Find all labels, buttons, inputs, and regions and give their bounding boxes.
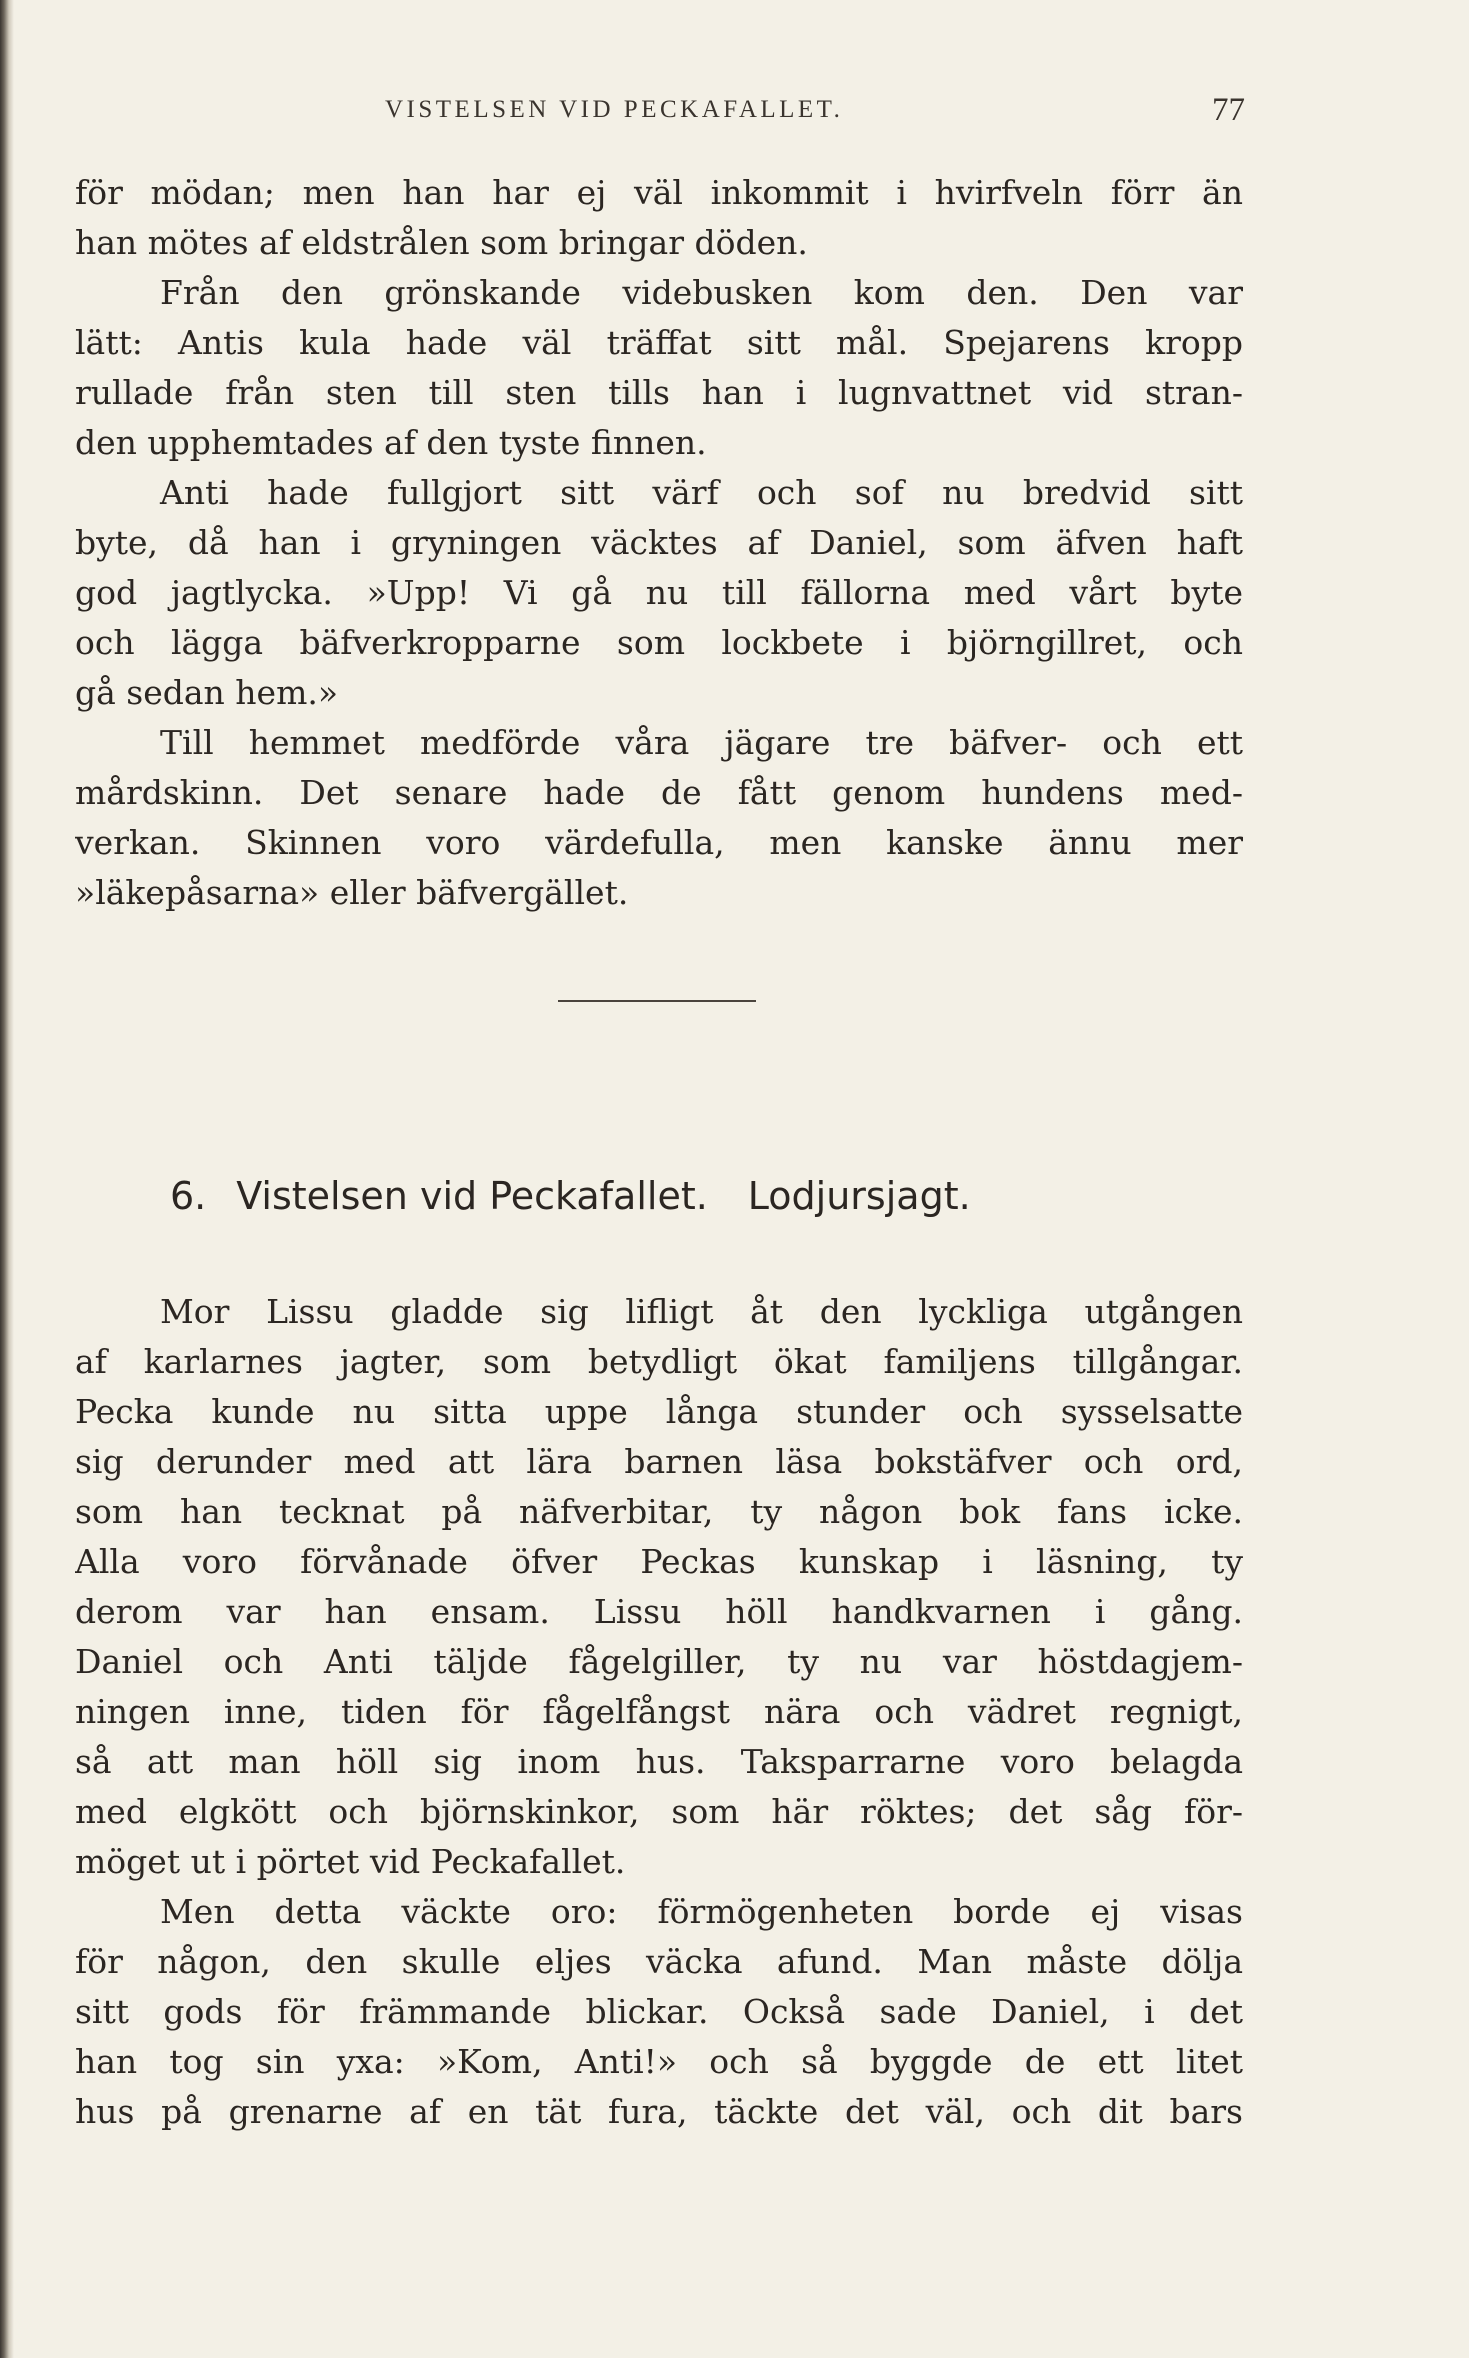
text-line: af karlarnes jagter, som betydligt ökat familjens tillgångar. — [75, 1342, 1243, 1381]
text-line: med elgkött och björnskinkor, som här röktes; det såg för- — [75, 1792, 1243, 1831]
text-line: rullade från sten till sten tills han i lugnvattnet vid stran- — [75, 373, 1243, 412]
text-line: gå sedan hem.» — [75, 673, 339, 712]
chapter-subtitle: Lodjursjagt. — [747, 1174, 971, 1218]
text-line: byte, då han i gryningen väcktes af Daniel, som äfven haft — [75, 523, 1243, 562]
text-line: »läkepåsarna» eller bäfvergället. — [75, 873, 629, 912]
text-line: verkan. Skinnen voro värdefulla, men kanske ännu mer — [75, 823, 1243, 862]
section-b-text — [75, 1287, 1243, 2137]
text-line: han mötes af eldstrålen som bringar döden. — [75, 223, 808, 262]
text-line: sitt gods för främmande blickar. Också sade Daniel, i det — [75, 1992, 1243, 2031]
text-line: Till hemmet medförde våra jägare tre bäfver- och ett — [160, 723, 1243, 762]
chapter-title: Vistelsen vid Peckafallet. — [236, 1174, 708, 1218]
chapter-number: 6. — [170, 1174, 207, 1218]
text-line: Anti hade fullgjort sitt värf och sof nu bredvid sitt — [160, 473, 1243, 512]
text-line: som han tecknat på näfverbitar, ty någon bok fans icke. — [75, 1492, 1243, 1531]
book-spine-edge — [0, 0, 14, 2358]
text-line: för mödan; men han har ej väl inkommit i hvirfveln förr än — [75, 173, 1243, 212]
text-line: möget ut i pörtet vid Peckafallet. — [75, 1842, 626, 1881]
chapter-heading — [170, 1174, 971, 1218]
page-number: 77 — [1212, 92, 1245, 128]
text-line: lätt: Antis kula hade väl träffat sitt mål. Spejarens kropp — [75, 323, 1243, 362]
text-line: ningen inne, tiden för fågelfångst nära och vädret regnigt, — [75, 1692, 1243, 1731]
text-line: och lägga bäfverkropparne som lockbete i björngillret, och — [75, 623, 1243, 662]
text-line: Mor Lissu gladde sig lifligt åt den lyckliga utgången — [160, 1292, 1243, 1331]
text-line: derom var han ensam. Lissu höll handkvarnen i gång. — [75, 1592, 1243, 1631]
text-line: han tog sin yxa: »Kom, Anti!» och så byggde de ett litet — [75, 2042, 1243, 2081]
text-line: hus på grenarne af en tät fura, täckte det väl, och dit bars — [75, 2092, 1243, 2131]
text-line: Pecka kunde nu sitta uppe långa stunder och sysselsatte — [75, 1392, 1243, 1431]
text-line: den upphemtades af den tyste finnen. — [75, 423, 707, 462]
text-line: Alla voro förvånade öfver Peckas kunskap i läsning, ty — [75, 1542, 1243, 1581]
text-line: mårdskinn. Det senare hade de fått genom hundens med- — [75, 773, 1243, 812]
text-line: Från den grönskande videbusken kom den. Den var — [160, 273, 1243, 312]
text-line: för någon, den skulle eljes väcka afund. Man måste dölja — [75, 1942, 1243, 1981]
text-line: sig derunder med att lära barnen läsa bokstäfver och ord, — [75, 1442, 1243, 1481]
running-title: VISTELSEN VID PECKAFALLET. — [385, 96, 844, 123]
text-line: god jagtlycka. »Upp! Vi gå nu till fällorna med vårt byte — [75, 573, 1243, 612]
section-divider — [558, 1000, 756, 1002]
text-line: Men detta väckte oro: förmögenheten borde ej visas — [160, 1892, 1243, 1931]
text-line: Daniel och Anti täljde fågelgiller, ty nu var höstdagjem- — [75, 1642, 1243, 1681]
running-head — [75, 92, 1245, 132]
text-line: så att man höll sig inom hus. Taksparrarne voro belagda — [75, 1742, 1243, 1781]
section-a-text — [75, 168, 1243, 918]
